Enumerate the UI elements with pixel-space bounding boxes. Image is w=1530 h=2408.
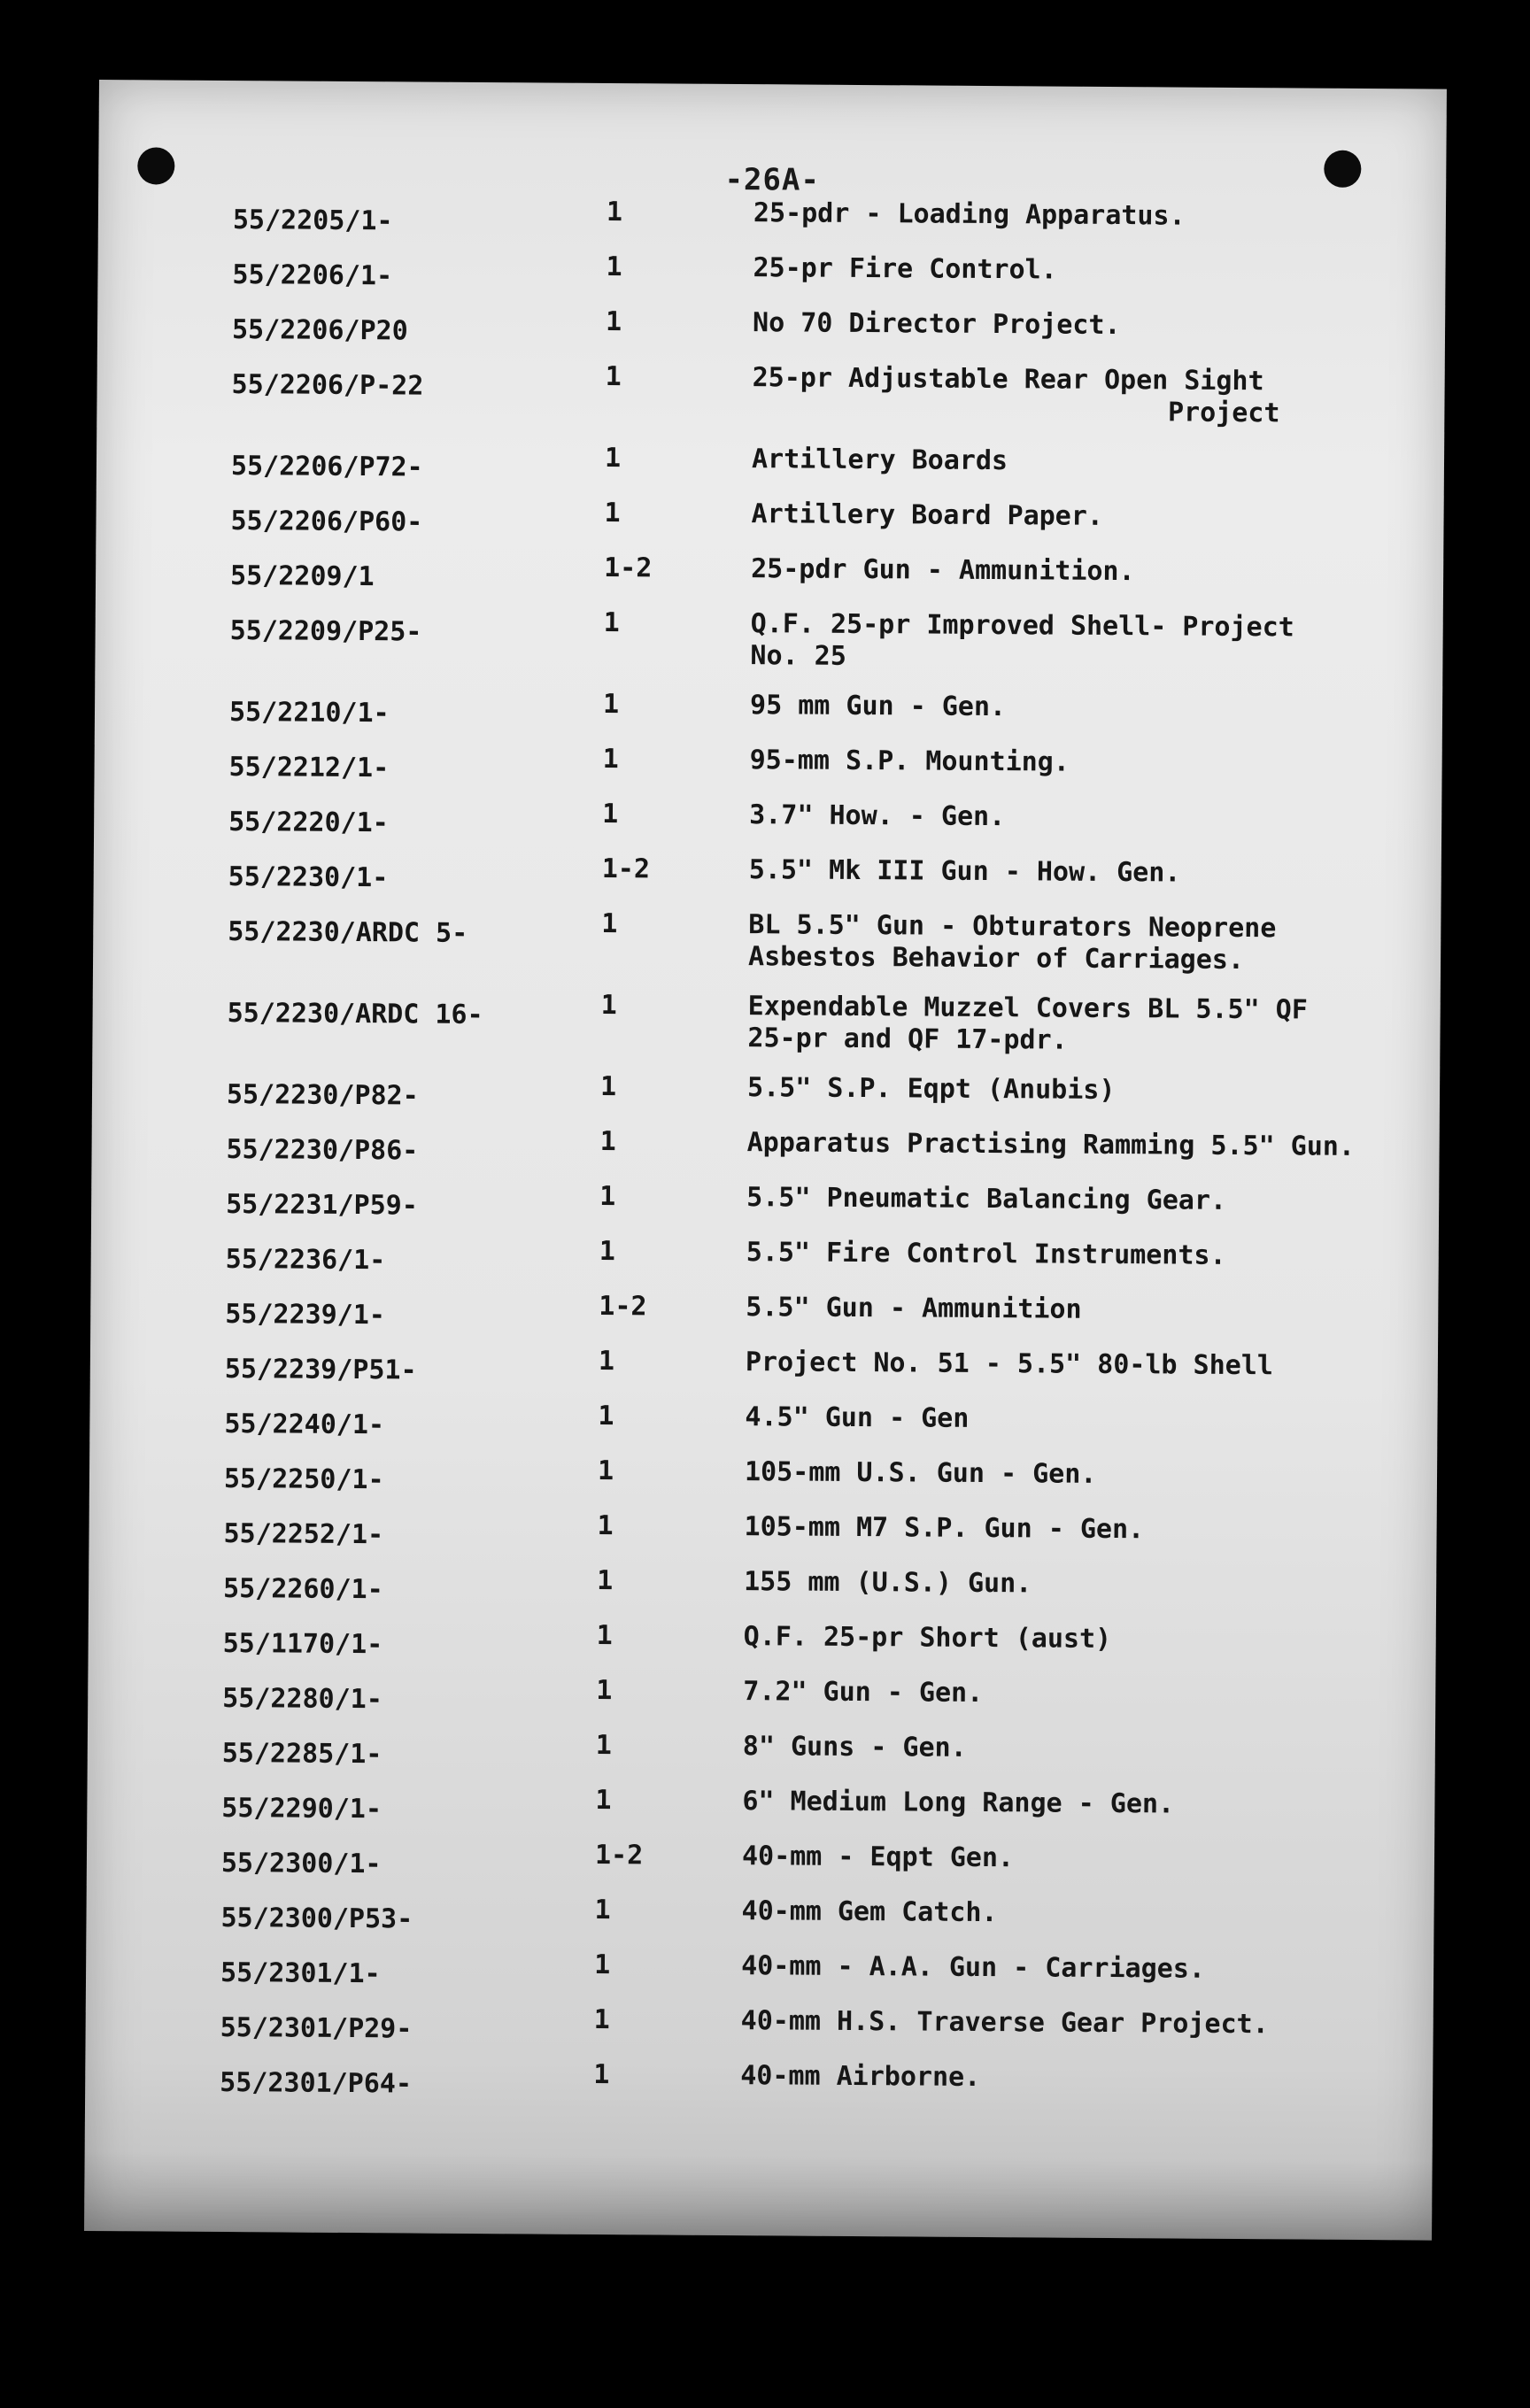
- entry-reference: 55/2206/P-22: [231, 369, 424, 402]
- entry-quantity: 1: [606, 197, 623, 228]
- entry-row: [98, 193, 1446, 258]
- entry-description: Expendable Muzzel Covers BL 5.5" QF 25-pr and QF 17-pdr.: [747, 991, 1308, 1056]
- entry-row: [95, 604, 1443, 695]
- entry-reference: 55/2206/P20: [231, 314, 408, 347]
- entry-row: [89, 1507, 1436, 1571]
- entry-reference: 55/2230/ARDC 16-: [227, 998, 483, 1031]
- entry-description: 40-mm - Eqpt Gen.: [741, 1841, 1015, 1874]
- entry-description: 25-pdr Gun - Ammunition.: [751, 553, 1135, 588]
- entry-row: [91, 1177, 1439, 1242]
- entry-quantity: 1-2: [594, 1839, 644, 1872]
- entry-description: 5.5" S.P. Eqpt (Anubis): [746, 1072, 1116, 1107]
- entry-description: 95-mm S.P. Mounting.: [749, 745, 1070, 778]
- entry-description: 5.5" Gun - Ammunition: [746, 1292, 1082, 1325]
- entry-reference: 55/2206/1-: [232, 259, 393, 292]
- page-bottom-shadow: [84, 2151, 1433, 2241]
- entry-quantity: 1: [602, 743, 619, 776]
- entry-description: 5.5" Mk III Gun - How. Gen.: [748, 854, 1181, 889]
- entry-quantity: 1-2: [601, 853, 651, 885]
- entry-row: [91, 1123, 1439, 1187]
- entry-description: Project No. 51 - 5.5" 80-lb Shell: [745, 1347, 1274, 1382]
- entry-reference: 55/2230/1-: [228, 861, 389, 894]
- entry-row: [93, 905, 1441, 996]
- entry-row: [97, 303, 1445, 367]
- entry-quantity: 1: [599, 1235, 615, 1268]
- entry-description: 25-pr Fire Control.: [753, 252, 1057, 286]
- entry-quantity: 1: [606, 251, 622, 283]
- entry-row: [89, 1397, 1437, 1462]
- entry-reference: 55/2239/P51-: [224, 1354, 417, 1386]
- entry-description: 3.7" How. - Gen.: [749, 799, 1006, 833]
- entry-description: Artillery Boards: [751, 444, 1008, 477]
- entry-quantity: 1: [594, 1949, 611, 1981]
- entry-quantity: 1-2: [599, 1290, 647, 1323]
- entry-description: 40-mm Gem Catch.: [741, 1895, 998, 1929]
- entry-row: [86, 1891, 1433, 1956]
- entry-quantity: 1: [595, 1729, 613, 1762]
- entry-row: [97, 439, 1444, 504]
- entry-reference: 55/2206/P60-: [230, 506, 423, 538]
- entry-reference: 55/2301/1-: [220, 1957, 381, 1990]
- entry-description: 25-pdr - Loading Apparatus.: [753, 197, 1186, 232]
- entry-quantity: 1: [603, 606, 620, 639]
- entry-quantity: 1: [598, 1400, 614, 1432]
- entry-quantity: 1: [595, 1784, 612, 1817]
- entry-reference: 55/2301/P64-: [220, 2067, 413, 2100]
- entry-description: 25-pr Adjustable Rear Open Sight Project: [752, 362, 1280, 429]
- entry-description: 4.5" Gun - Gen: [745, 1401, 970, 1434]
- entry-row: [97, 248, 1445, 313]
- entry-row: [95, 685, 1442, 750]
- entry-row: [88, 1726, 1435, 1791]
- entry-quantity: 1: [597, 1509, 614, 1542]
- entry-description: 40-mm Airborne.: [740, 2060, 981, 2094]
- entries-list: [85, 193, 1446, 2120]
- entry-row: [94, 795, 1441, 860]
- entry-reference: 55/2290/1-: [221, 1793, 382, 1825]
- entry-quantity: 1: [598, 1345, 615, 1378]
- entry-quantity: 1-2: [604, 552, 653, 584]
- entry-row: [85, 2001, 1433, 2065]
- entry-row: [92, 1068, 1440, 1132]
- entry-quantity: 1: [596, 1674, 613, 1707]
- entry-quantity: 1: [604, 442, 622, 475]
- entry-description: 105-mm M7 S.P. Gun - Gen.: [744, 1511, 1145, 1546]
- entry-quantity: 1: [597, 1455, 614, 1487]
- entry-description: 8" Guns - Gen.: [742, 1731, 967, 1764]
- entry-quantity: 1: [599, 1180, 616, 1213]
- entry-quantity: 1: [604, 497, 621, 529]
- entry-description: Q.F. 25-pr Short (aust): [743, 1621, 1112, 1656]
- entry-reference: 55/2210/1-: [228, 697, 390, 729]
- entry-reference: 55/2212/1-: [228, 752, 390, 784]
- entry-row: [90, 1232, 1438, 1297]
- entry-reference: 55/2209/1: [229, 560, 375, 593]
- entry-quantity: 1: [594, 1894, 611, 1926]
- entry-quantity: 1: [602, 798, 619, 830]
- entry-description: 5.5" Pneumatic Balancing Gear.: [746, 1182, 1227, 1216]
- entry-row: [92, 986, 1441, 1077]
- entry-reference: 55/2230/P82-: [226, 1079, 419, 1112]
- entry-description: 7.2" Gun - Gen.: [743, 1676, 984, 1710]
- entry-row: [96, 494, 1443, 559]
- entry-quantity: 1: [602, 688, 620, 721]
- entry-row: [97, 358, 1445, 449]
- entry-reference: 55/2280/1-: [222, 1683, 382, 1716]
- document-page: [84, 80, 1447, 2241]
- entry-reference: 55/2236/1-: [225, 1244, 386, 1277]
- entry-reference: 55/2250/1-: [223, 1463, 384, 1496]
- entry-quantity: 1: [605, 306, 622, 338]
- entry-description: 5.5" Fire Control Instruments.: [746, 1237, 1226, 1271]
- entry-quantity: 1: [593, 2058, 610, 2091]
- entry-description: 105-mm U.S. Gun - Gen.: [744, 1456, 1097, 1490]
- entry-description: 6" Medium Long Range - Gen.: [742, 1786, 1175, 1820]
- entry-reference: 55/2209/P25-: [229, 615, 422, 648]
- entry-row: [89, 1452, 1437, 1517]
- entry-description: No 70 Director Project.: [752, 307, 1121, 342]
- entry-quantity: 1: [600, 989, 617, 1022]
- entry-quantity: 1: [597, 1564, 614, 1597]
- entry-reference: 55/2301/P29-: [220, 2012, 413, 2045]
- entry-quantity: 1: [605, 360, 622, 393]
- entry-reference: 55/2231/P59-: [226, 1189, 419, 1222]
- entry-reference: 55/2285/1-: [221, 1738, 382, 1771]
- entry-row: [90, 1342, 1438, 1407]
- entry-reference: 55/1170/1-: [222, 1628, 383, 1661]
- entry-reference: 55/2300/1-: [220, 1848, 382, 1880]
- entry-description: 155 mm (U.S.) Gun.: [744, 1566, 1032, 1600]
- entry-row: [86, 1946, 1433, 2011]
- entry-quantity: 1: [601, 907, 618, 940]
- entry-quantity: 1: [599, 1125, 616, 1158]
- entry-description: Apparatus Practising Ramming 5.5" Gun.: [746, 1127, 1356, 1162]
- entry-description: Artillery Board Paper.: [751, 498, 1104, 532]
- entry-description: BL 5.5" Gun - Obturators Neoprene Asbestos Behavior of Carriages.: [747, 909, 1277, 976]
- entry-quantity: 1: [593, 2003, 610, 2036]
- entry-reference: 55/2205/1-: [232, 205, 393, 237]
- page-number: -26A-: [724, 161, 821, 198]
- entry-reference: 55/2252/1-: [223, 1518, 384, 1551]
- entry-reference: 55/2300/P53-: [220, 1902, 413, 1935]
- entry-row: [93, 850, 1441, 915]
- entry-description: 40-mm H.S. Traverse Gear Project.: [740, 2005, 1269, 2041]
- entry-row: [85, 2056, 1433, 2120]
- entry-row: [94, 740, 1441, 805]
- entry-description: 95 mm Gun - Gen.: [749, 690, 1007, 723]
- entry-row: [89, 1562, 1436, 1626]
- entry-quantity: 1: [599, 1070, 617, 1103]
- entry-reference: 55/2260/1-: [222, 1573, 383, 1606]
- entry-row: [88, 1671, 1435, 1736]
- entry-reference: 55/2240/1-: [224, 1409, 385, 1441]
- entry-reference: 55/2230/ARDC 5-: [228, 916, 468, 949]
- entry-description: 40-mm - A.A. Gun - Carriages.: [741, 1950, 1206, 1985]
- entry-row: [87, 1781, 1434, 1846]
- entry-reference: 55/2230/P86-: [226, 1134, 419, 1167]
- entry-row: [87, 1836, 1434, 1901]
- entry-reference: 55/2206/P72-: [230, 451, 423, 483]
- entry-reference: 55/2239/1-: [225, 1299, 386, 1331]
- entry-row: [96, 549, 1443, 614]
- entry-quantity: 1: [596, 1619, 613, 1652]
- entry-description: Q.F. 25-pr Improved Shell- Project No. 25: [750, 608, 1294, 672]
- entry-row: [90, 1287, 1438, 1352]
- entry-row: [88, 1617, 1435, 1681]
- entry-reference: 55/2220/1-: [228, 807, 389, 839]
